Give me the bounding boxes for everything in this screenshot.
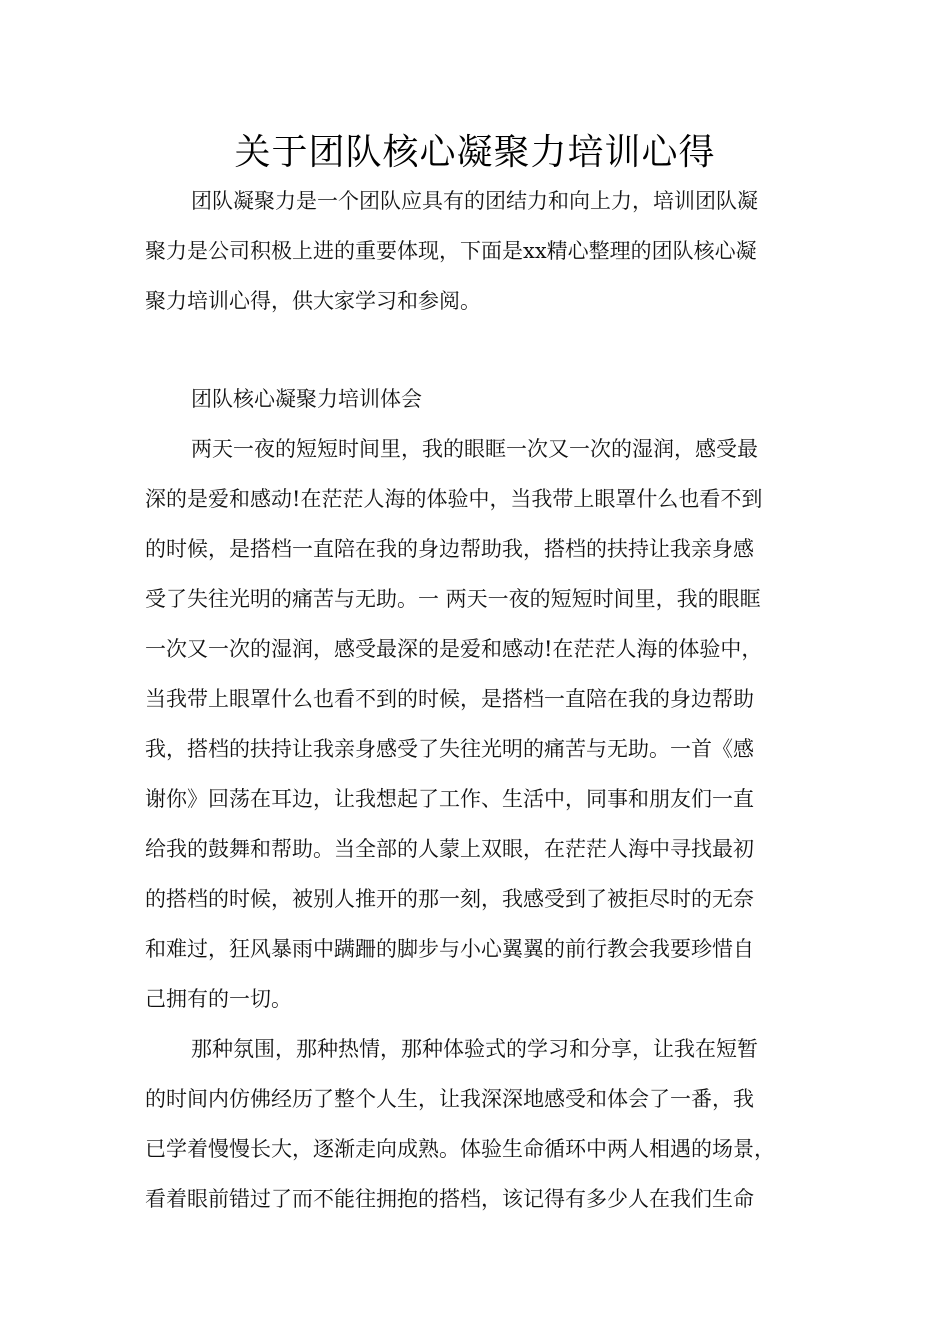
paragraph2-line-4: 看着眼前错过了而不能往拥抱的搭档，该记得有多少人在我们生命 xyxy=(145,1187,754,1211)
paragraph1-line-10: 的搭档的时候，被别人推开的那一刻，我感受到了被拒尽时的无奈 xyxy=(145,887,754,911)
paragraph2-line-3: 已学着慢慢长大，逐渐走向成熟。体验生命循环中两人相遇的场景， xyxy=(145,1137,775,1161)
paragraph1-line-12: 己拥有的一切。 xyxy=(145,987,292,1011)
intro-line-2: 聚力是公司积极上进的重要体现，下面是xx精心整理的团队核心凝 xyxy=(145,239,757,263)
paragraph1-line-4: 受了失往光明的痛苦与无助。一 两天一夜的短短时间里，我的眼眶 xyxy=(145,587,761,611)
paragraph1-line-1: 两天一夜的短短时间里，我的眼眶一次又一次的湿润，感受最 xyxy=(191,437,758,461)
document-title: 关于团队核心凝聚力培训心得 xyxy=(234,132,716,173)
section-heading: 团队核心凝聚力培训体会 xyxy=(191,387,422,411)
intro-line-1: 团队凝聚力是一个团队应具有的团结力和向上力，培训团队凝 xyxy=(191,189,758,213)
paragraph1-line-2: 深的是爱和感动!在茫茫人海的体验中，当我带上眼罩什么也看不到 xyxy=(145,487,763,511)
paragraph1-line-5: 一次又一次的湿润，感受最深的是爱和感动!在茫茫人海的体验中， xyxy=(145,637,763,661)
paragraph1-line-3: 的时候，是搭档一直陪在我的身边帮助我，搭档的扶持让我亲身感 xyxy=(145,537,754,561)
paragraph2-line-2: 的时间内仿佛经历了整个人生，让我深深地感受和体会了一番，我 xyxy=(145,1087,754,1111)
paragraph2-line-1: 那种氛围，那种热情，那种体验式的学习和分享，让我在短暂 xyxy=(191,1037,758,1061)
paragraph1-line-11: 和难过，狂风暴雨中蹒跚的脚步与小心翼翼的前行教会我要珍惜自 xyxy=(145,937,754,961)
paragraph1-line-7: 我，搭档的扶持让我亲身感受了失往光明的痛苦与无助。一首《感 xyxy=(145,737,754,761)
paragraph1-line-8: 谢你》回荡在耳边，让我想起了工作、生活中，同事和朋友们一直 xyxy=(145,787,754,811)
paragraph1-line-6: 当我带上眼罩什么也看不到的时候，是搭档一直陪在我的身边帮助 xyxy=(145,687,754,711)
intro-line-3: 聚力培训心得，供大家学习和参阅。 xyxy=(145,289,481,313)
paragraph1-line-9: 给我的鼓舞和帮助。当全部的人蒙上双眼，在茫茫人海中寻找最初 xyxy=(145,837,754,861)
